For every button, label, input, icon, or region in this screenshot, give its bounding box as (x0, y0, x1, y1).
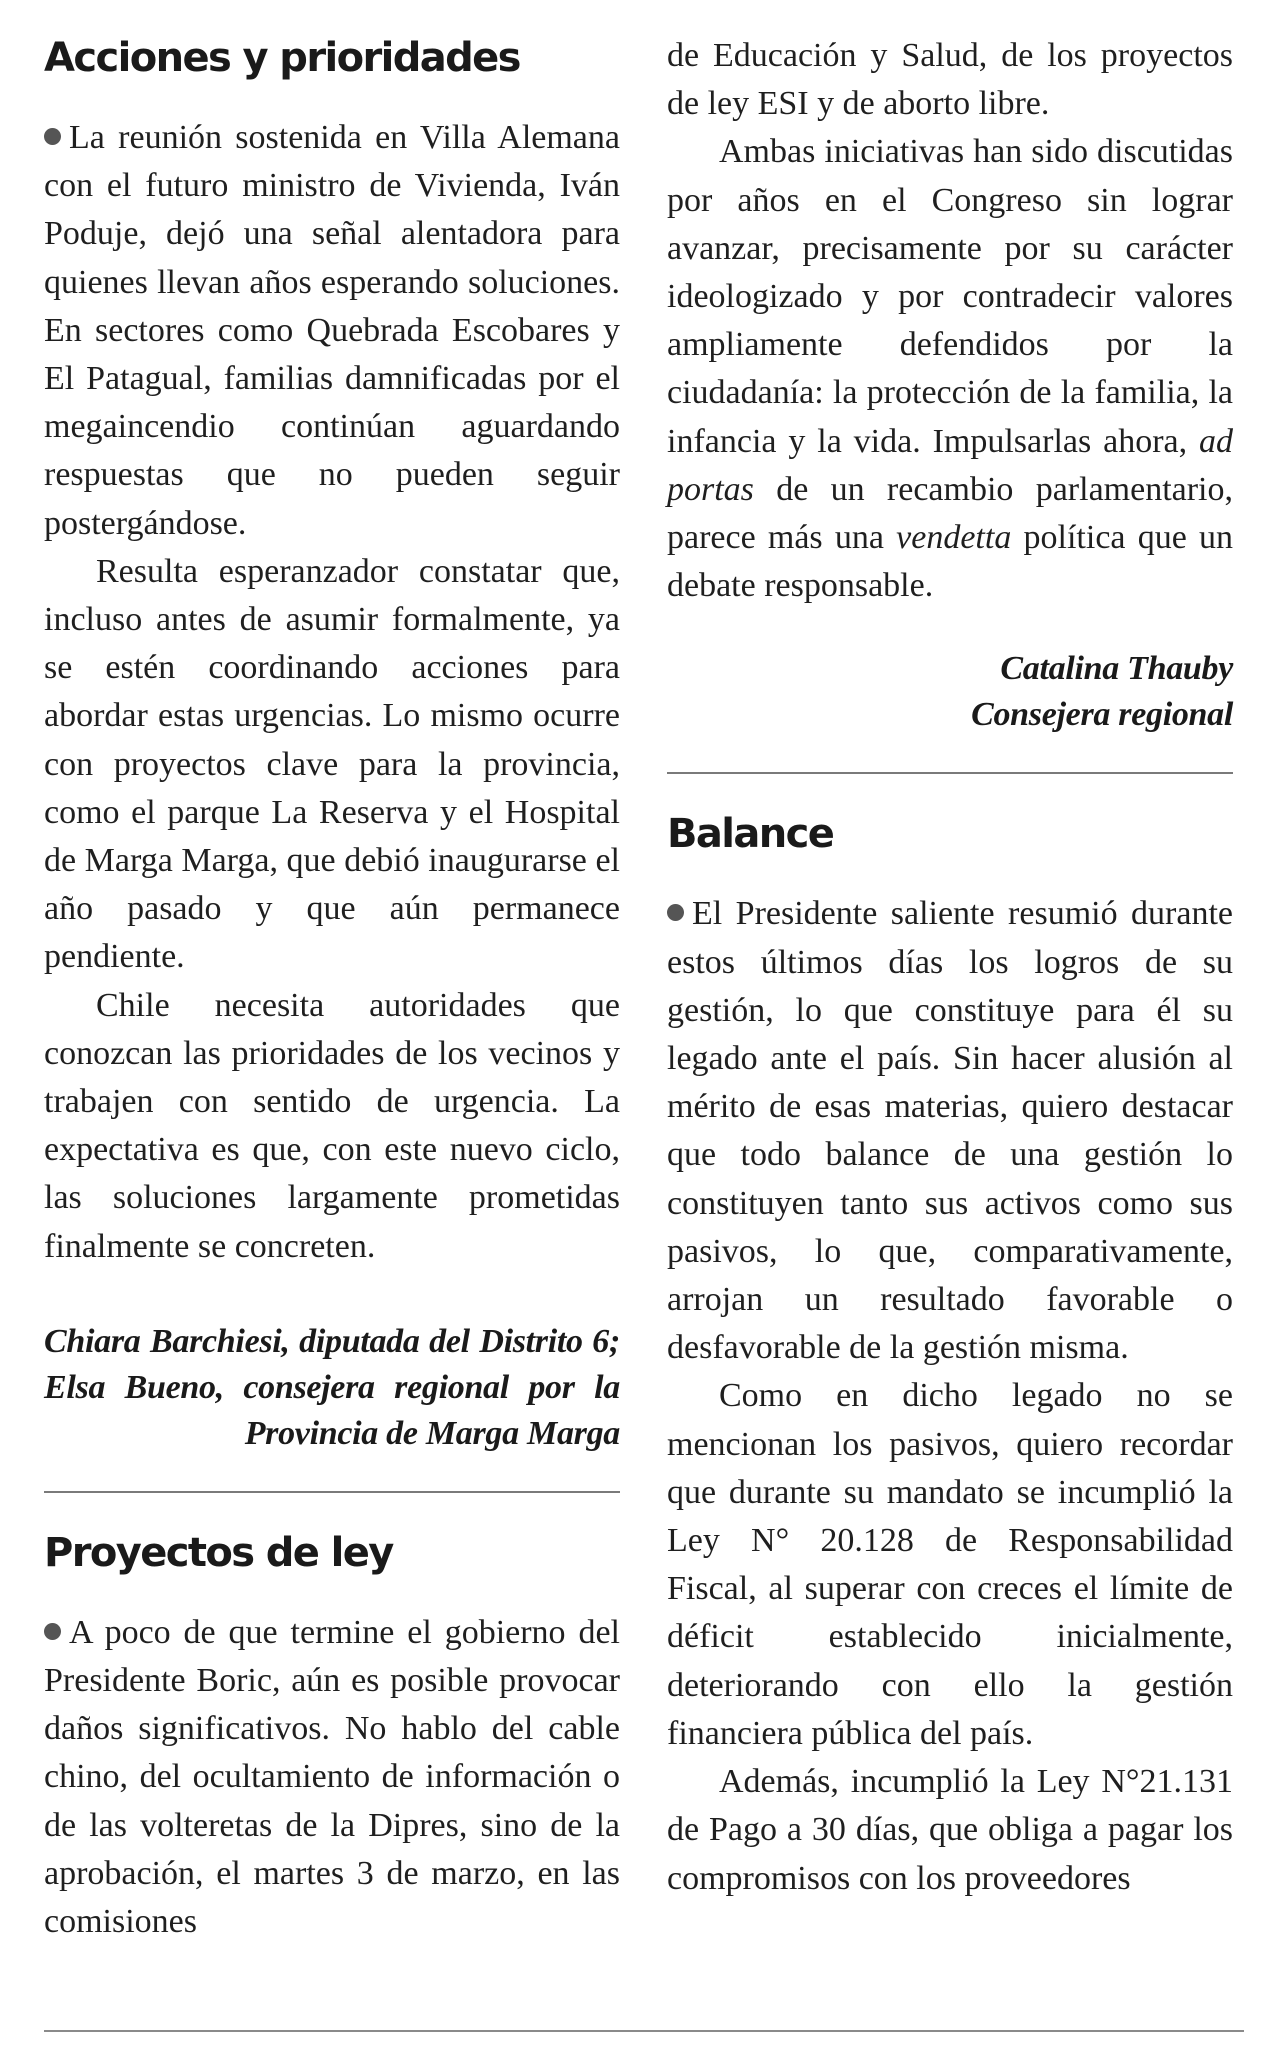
letter-paragraph: La reunión sostenida en Villa Alemana con el futuro ministro de Vivienda, Iván Poduje, dejó una señal alentadora para quienes llevan años esperando soluciones. En sectores como Quebrada Escobares y El Patagual, familias damnificadas por el megaincendio continúan aguardando respuestas que no pueden seguir postergándose. (44, 119, 620, 542)
letter-paragraph: Como en dicho legado no se mencionan los pasivos, quiero recordar que durante su mandato se incumplió la Ley N° 20.128 de Responsabilidad Fiscal, al superar con creces el límite de déficit establecido inicialmente, deteriorando con ello la gestión financiera pública del país. (667, 1377, 1233, 1752)
letter-signature-name: Catalina Thauby (1000, 650, 1233, 688)
letter-paragraph: Además, incumplió la Ley N°21.131 de Pago a 30 días, que obliga a pagar los compromisos con los proveedores (667, 1763, 1233, 1897)
section-divider (44, 1491, 620, 1493)
letter-paragraph: Ambas iniciativas han sido discutidas por años en el Congreso sin lograr avanzar, precisamente por su carácter ideologizado y por contradecir valores ampliamente defendidos por la ciudadanía: la protección de la familia, la infancia y la vida. Impulsarlas ahora, ad portas de un recambio parlamentario, parece más una vendetta política que un debate responsable. (667, 133, 1233, 605)
left-column (44, 20, 620, 1946)
page-bottom-divider (44, 2030, 1244, 2032)
letter-title-acciones: Acciones y prioridades (44, 35, 520, 81)
letter-title-balance: Balance (667, 811, 834, 858)
letter-paragraph: A poco de que termine el gobierno del Presidente Boric, aún es posible provocar daños significativos. No hablo del cable chino, del ocultamiento de información o de las volteretas de la Dipres, sino de la aprobación, el martes 3 de marzo, en las comisiones (44, 1613, 620, 1941)
letter-paragraph: de Educación y Salud, de los proyectos de ley ESI y de aborto libre. (667, 37, 1233, 123)
letter-signature-role: Consejera regional (971, 696, 1233, 734)
bullet-icon (44, 1623, 61, 1640)
bullet-icon (667, 904, 684, 921)
bullet-icon (44, 128, 61, 145)
letter-paragraph: Chile necesita autoridades que conozcan las prioridades de los vecinos y trabajen con sentido de urgencia. La expectativa es que, con este nuevo ciclo, las soluciones largamente prometidas finalmente se concreten. (44, 986, 620, 1265)
letter-paragraph: Resulta esperanzador constatar que, incluso antes de asumir formalmente, ya se estén coordinando acciones para abordar estas urgencias. Lo mismo ocurre con proyectos clave para la provincia, como el parque La Reserva y el Hospital de Marga Marga, que debió inaugurarse el año pasado y que aún permanece pendiente. (44, 552, 620, 976)
letter-paragraph: El Presidente saliente resumió durante estos últimos días los logros de su gestión, lo que constituye para él su legado ante el país. Sin hacer alusión al mérito de esas materias, quiero destacar que todo balance de una gestión lo constituyen tanto sus activos como sus pasivos, lo que, comparativamente, arrojan un resultado favorable o desfavorable de la gestión misma. (667, 895, 1233, 1367)
letter-signature: Chiara Barchiesi, diputada del Distrito 6; Elsa Bueno, consejera regional por la Provincia de Marga Marga (44, 1322, 620, 1452)
letter-title-proyectos: Proyectos de ley (44, 1529, 393, 1576)
right-column (667, 20, 1233, 1903)
section-divider (667, 772, 1233, 774)
